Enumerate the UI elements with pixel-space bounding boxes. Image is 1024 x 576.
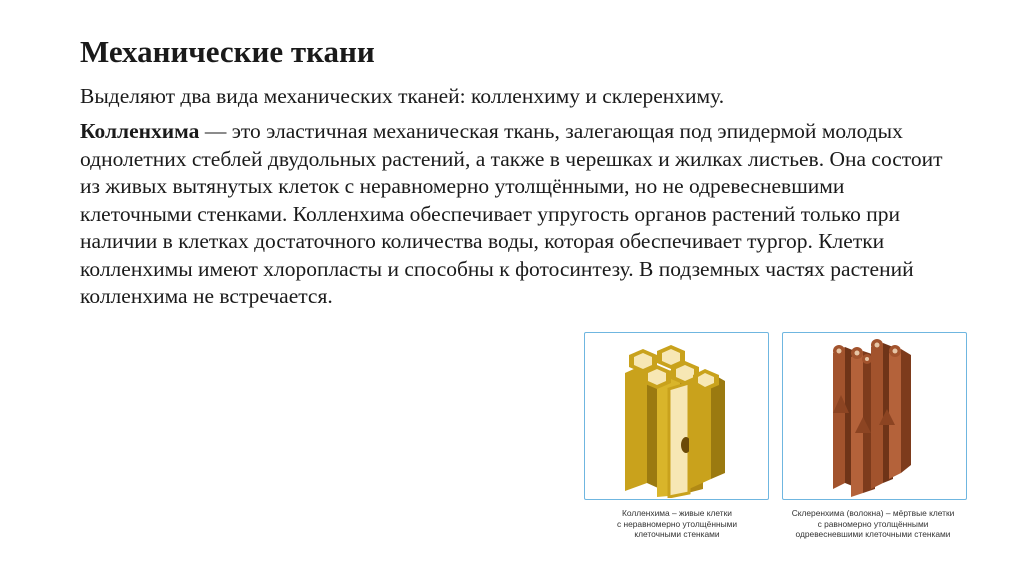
collenchyma-illustration — [585, 333, 767, 498]
collenchyma-term: Колленхима — [80, 119, 200, 143]
collenchyma-description: — это эластичная механическая ткань, залегающая под эпидермой молодых однолетних стеблей двудольных растений, а также в черешках и жилках листьев. Она состоит из живых вытянутых клеток с неравномерно утолщёнными, но не одревесневшими клеточными стенками. Колленхима обеспечивает упругость органов растений только при наличии в клетках достаточного количества воды, которая обеспечивает тургор. Клетки колленхимы имеют хлоропласты и способны к фотосинтезу. В подземных частях растений колленхима не встречается. — [80, 119, 943, 308]
sclerenchyma-figure — [782, 332, 967, 500]
slide-title: Механические ткани — [80, 34, 375, 69]
collenchyma-caption — [582, 508, 772, 540]
caption-line: с равномерно утолщёнными — [817, 518, 929, 529]
sclerenchyma-caption — [778, 508, 968, 540]
caption-line: с неравномерно утолщёнными — [616, 518, 738, 529]
caption-line: Склеренхима (волокна) – мёртвые клетки — [791, 508, 955, 518]
caption-line: Колленхима – живые клетки — [622, 508, 732, 518]
intro-text: Выделяют два вида механических тканей: колленхиму и склеренхиму. — [80, 84, 725, 108]
caption-line: одревесневшими клеточными стенками — [795, 529, 951, 539]
caption-line: клеточными стенками — [634, 529, 720, 539]
sclerenchyma-illustration — [783, 333, 965, 498]
collenchyma-paragraph — [80, 118, 950, 311]
collenchyma-figure — [584, 332, 769, 500]
